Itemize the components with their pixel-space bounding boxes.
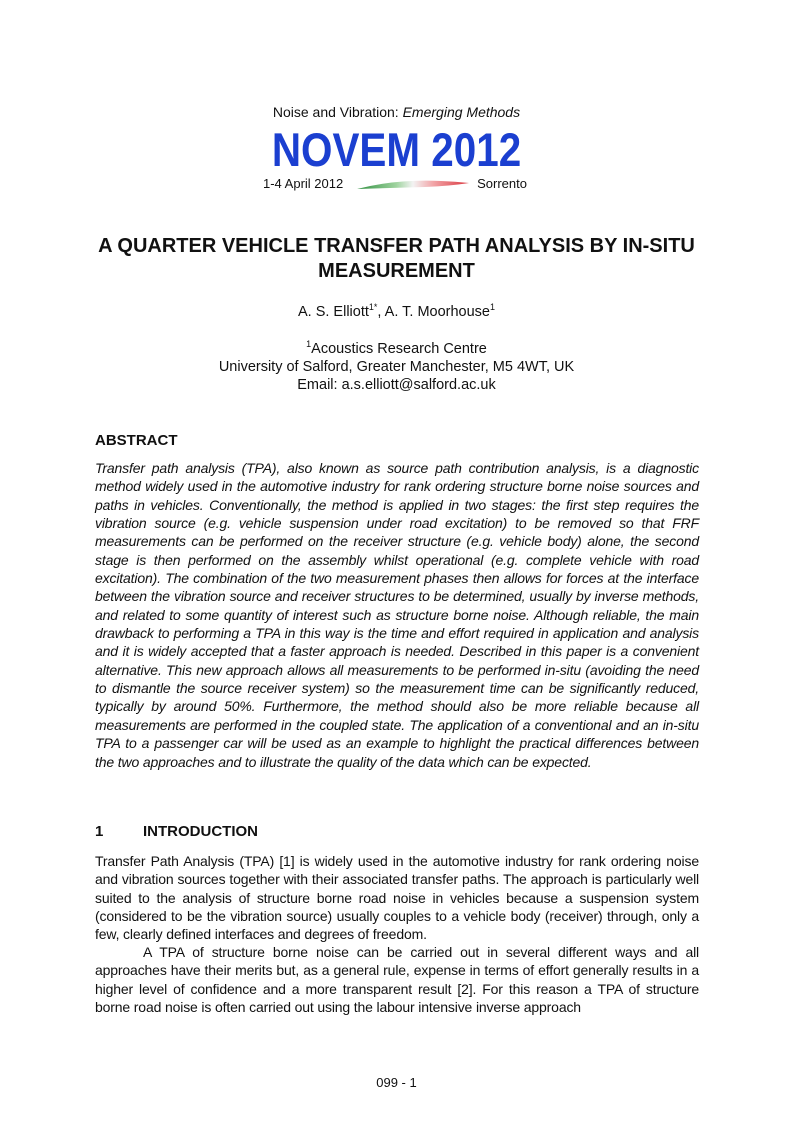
affiliation-block: [0, 340, 793, 394]
author-name: A. T. Moorhouse: [384, 304, 490, 320]
conference-subtitle-italic: Emerging Methods: [402, 104, 521, 120]
affiliation-email: Email: a.s.elliott@salford.ac.uk: [297, 377, 496, 393]
affiliation-address: University of Salford, Greater Manchester, M5 4WT, UK: [218, 359, 575, 375]
conference-logo-text: NOVEM 2012: [271, 123, 522, 176]
conference-dates: 1-4 April 2012: [263, 176, 344, 191]
page-number: 099 - 1: [376, 1075, 417, 1090]
section-number: 1: [95, 823, 104, 840]
italian-flag-swoosh-icon: [355, 177, 471, 191]
author-line: [0, 303, 793, 321]
abstract-text: Transfer path analysis (TPA), also known as source path contribution analysis, is a diagnostic method widely used in the automotive industry for rank ordering structure borne noise sources and paths in vehicles. Conventionally, the method is applied in two stages: the first step requires the vibration source (e.g. vehicle suspension under road excitation) to be removed so that FRF measurements can be performed on the receiver structure (e.g. vehicle body) alone, the second stage is then performed on the assembly whilst operational (e.g. complete vehicle with road excitation). The combination of the two measurement phases then allows for forces at the interface between the vibration source and receiver structures to be determined, usually by inverse methods, and related to some quantity of interest such as structure borne noise. Although reliable, the main drawback to performing a TPA in this way is the time and effort required in application and analysis and it is widely accepted that a faster approach is needed. Described in this paper is a convenient alternative. This new approach allows all measurements to be performed in-situ (avoiding the need to dismantle the source receiver system) so the measurement time can be significantly reduced, typically by around 50%. Furthermore, the method should also be more reliable because all measurements are performed in the coupled state. The application of a conventional and an in-situ TPA to a passenger car will be used as an example to highlight the practical differences between the two approaches and to illustrate the quality of the data which can be expected.: [95, 460, 699, 770]
author-affiliation-mark: 1*: [368, 302, 378, 312]
conference-subtitle-plain: Noise and Vibration:: [272, 104, 403, 120]
author-affiliation-mark: 1: [490, 302, 496, 312]
abstract-heading: ABSTRACT: [95, 432, 178, 449]
conference-location: Sorrento: [477, 176, 527, 191]
conference-subtitle: [0, 104, 793, 121]
author-separator: ,: [377, 304, 385, 320]
affiliation-mark: 1: [306, 339, 312, 349]
section-title: INTRODUCTION: [143, 823, 258, 840]
author-name: A. S. Elliott: [297, 304, 369, 320]
introduction-paragraph: Transfer Path Analysis (TPA) [1] is widely used in the automotive industry for rank ordering noise and vibration sources together with their associated transfer paths. The approach is particularly well suited to the analysis of structure borne road noise in vehicles because a suspension system (considered to be the vibration source) usually couples to a vehicle body (receiver) through, only a few, clearly defined interfaces and degrees of freedom.: [95, 853, 699, 943]
section-heading-introduction: [95, 823, 258, 840]
conference-dates-row: [263, 176, 533, 194]
affiliation-name: Acoustics Research Centre: [311, 341, 487, 357]
paper-title: A QUARTER VEHICLE TRANSFER PATH ANALYSIS BY IN-SITU MEASUREMENT: [98, 235, 695, 282]
introduction-paragraph: A TPA of structure borne noise can be carried out in several different ways and all approaches have their merits but, as a general rule, expense in terms of effort generally results in a higher level of confidence and a more transparent result [2]. For this reason a TPA of structure borne road noise is often carried out using the labour intensive inverse approach: [95, 944, 699, 1016]
